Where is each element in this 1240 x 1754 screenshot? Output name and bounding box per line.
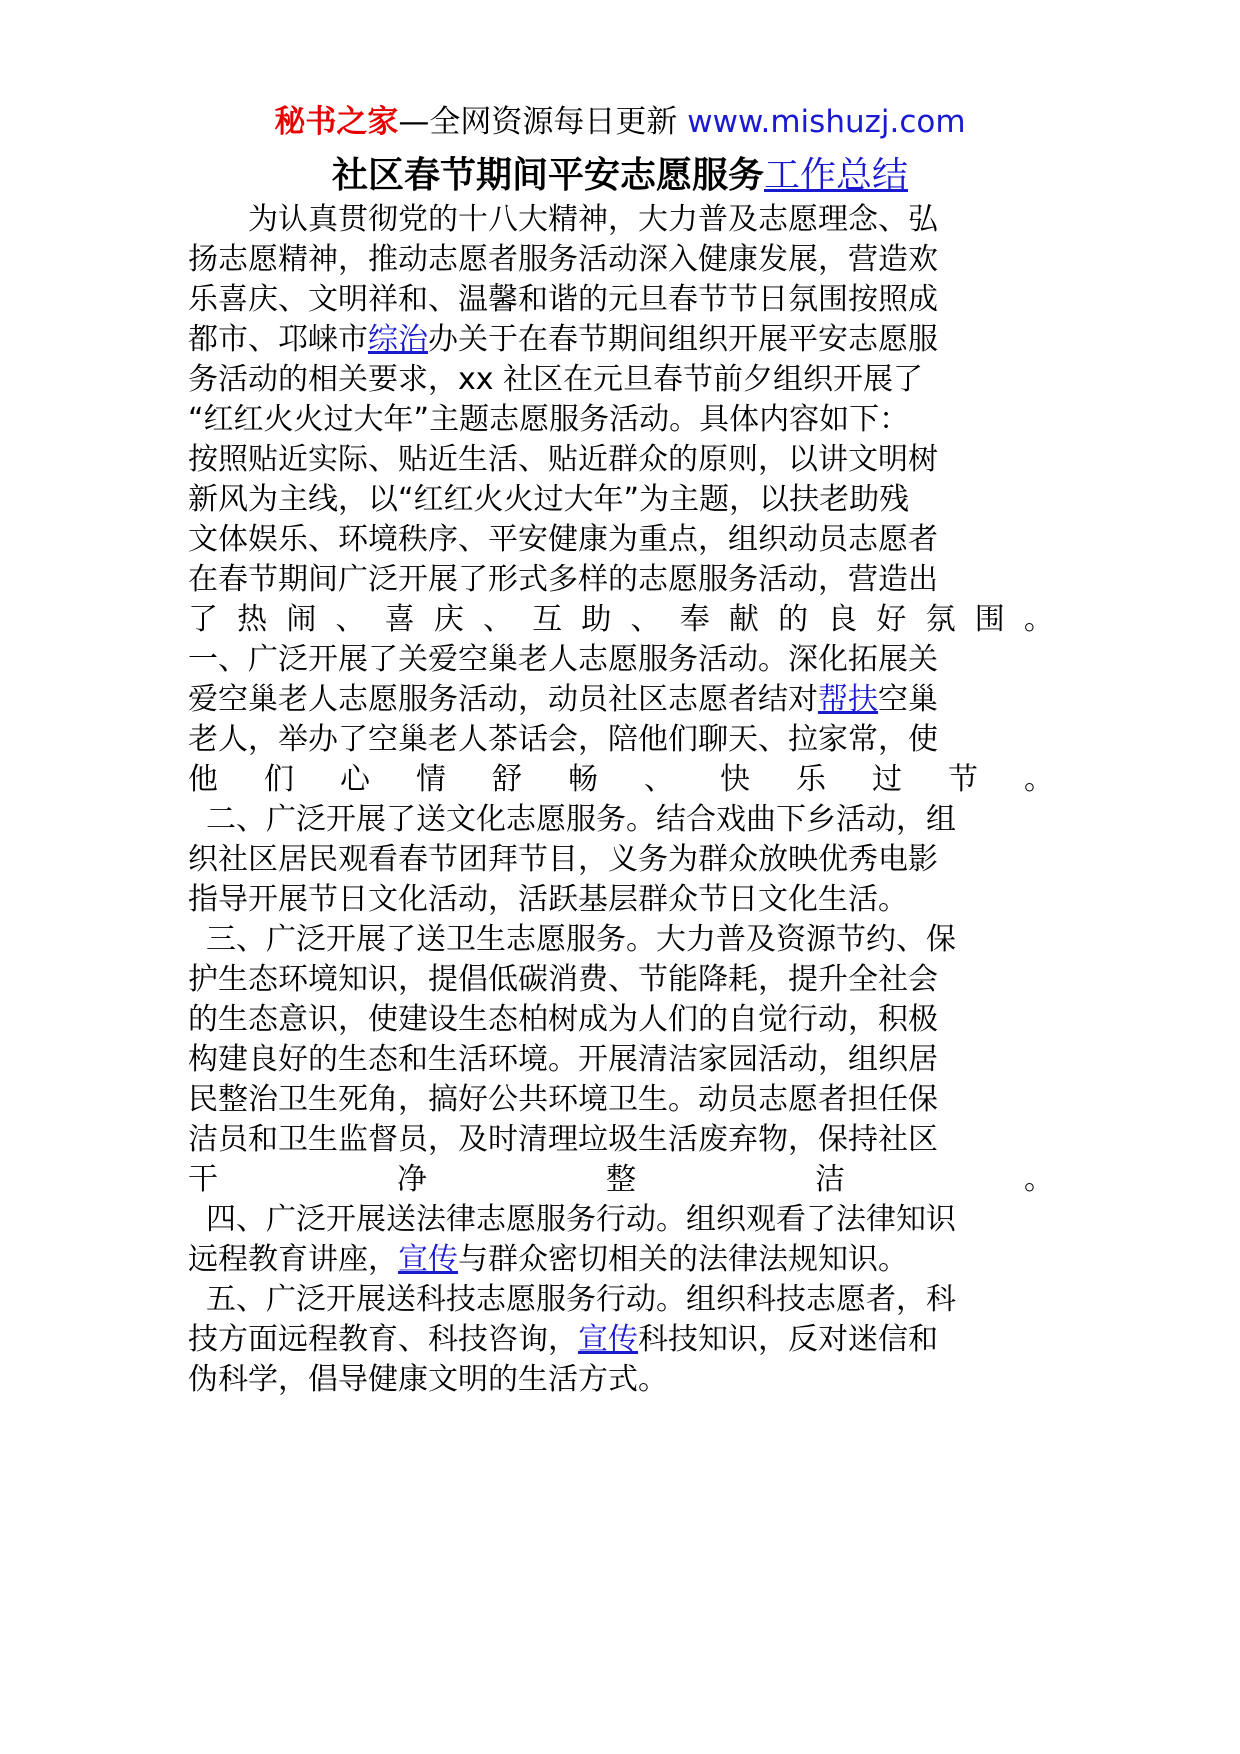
- link-xuanchuan[interactable]: 宣传: [398, 1242, 458, 1277]
- spread-char: 快: [720, 762, 750, 797]
- spread-char: 奉: [679, 602, 710, 637]
- paragraph-line: [188, 320, 1054, 360]
- spread-char: 氛: [925, 602, 956, 637]
- line-text: 与群众密切相关的法律法规知识。: [458, 1242, 908, 1277]
- spread-char: 们: [264, 762, 294, 797]
- paragraph-line: 老人，举办了空巢老人茶话会，陪他们聊天、拉家常，使: [188, 722, 938, 757]
- paragraph-line: 指导开展节日文化活动，活跃基层群众节日文化生活。: [188, 882, 908, 917]
- paragraph-line: 乐喜庆、文明祥和、温馨和谐的元旦春节节日氛围按照成: [188, 282, 938, 317]
- spread-char: 助: [581, 602, 612, 637]
- spread-char: 过: [872, 762, 902, 797]
- paragraph-line: 洁员和卫生监督员，及时清理垃圾生活废弃物，保持社区: [188, 1122, 938, 1157]
- section-heading-2: [188, 800, 1054, 840]
- spread-char: 热: [237, 602, 268, 637]
- spread-char: 献: [728, 602, 759, 637]
- spread-char: 闹: [286, 602, 317, 637]
- spread-char: 的: [778, 602, 809, 637]
- link-zongzhi[interactable]: 综治: [368, 322, 428, 357]
- paragraph-line: 按照贴近实际、贴近生活、贴近群众的原则，以讲文明树: [188, 442, 938, 477]
- justified-line: [188, 600, 1054, 640]
- spread-char: 舒: [492, 762, 522, 797]
- site-header: [0, 100, 1240, 144]
- line-text: 二、广泛开展了送文化志愿服务。结合戏曲下乡活动，组: [206, 802, 956, 837]
- spread-char: 喜: [384, 602, 415, 637]
- spread-char: 节: [948, 762, 978, 797]
- link-bangfu[interactable]: 帮扶: [818, 682, 878, 717]
- spread-char: 。: [1024, 762, 1054, 797]
- paragraph-line: 在春节期间广泛开展了形式多样的志愿服务活动，营造出: [188, 562, 938, 597]
- spread-char: 畅: [568, 762, 598, 797]
- document-title: [0, 150, 1240, 201]
- spread-char: 。: [1024, 1162, 1054, 1197]
- paragraph-line: 扬志愿精神，推动志愿者服务活动深入健康发展，营造欢: [188, 242, 938, 277]
- paragraph-line: 护生态环境知识，提倡低碳消费、节能降耗，提升全社会: [188, 962, 938, 997]
- spread-char: 互: [532, 602, 563, 637]
- brand-name: 秘书之家: [274, 104, 399, 140]
- spread-char: 、: [630, 602, 661, 637]
- justified-line: [188, 760, 1054, 800]
- paragraph-line: 文体娱乐、环境秩序、平安健康为重点，组织动员志愿者: [188, 522, 938, 557]
- title-link[interactable]: 工作总结: [764, 155, 909, 196]
- spread-char: 了: [188, 602, 218, 637]
- spread-char: 洁: [815, 1162, 845, 1197]
- spread-char: 。: [1023, 602, 1054, 637]
- title-main: 社区春节期间平安志愿服务: [331, 154, 764, 196]
- line-text: 空巢: [878, 682, 938, 717]
- paragraph-line: [188, 200, 1054, 240]
- spread-char: 庆: [433, 602, 464, 637]
- spread-char: 干: [188, 1162, 218, 1197]
- section-heading-1: 一、广泛开展了关爱空巢老人志愿服务活动。深化拓展关: [188, 642, 938, 677]
- spread-char: 情: [416, 762, 446, 797]
- line-text: 办关于在春节期间组织开展平安志愿服: [428, 322, 938, 357]
- paragraph-line: [188, 680, 1054, 720]
- spread-char: 良: [827, 602, 858, 637]
- line-text: 四、广泛开展送法律志愿服务行动。组织观看了法律知识: [206, 1202, 956, 1237]
- site-url[interactable]: www.mishuzj.com: [687, 104, 966, 140]
- paragraph-line: 伪科学，倡导健康文明的生活方式。: [188, 1362, 668, 1397]
- spread-char: 乐: [796, 762, 826, 797]
- spread-char: 围: [974, 602, 1005, 637]
- justified-line: [188, 1160, 1054, 1200]
- paragraph-line: 织社区居民观看春节团拜节目，义务为群众放映优秀电影: [188, 842, 938, 877]
- line-text: 三、广泛开展了送卫生志愿服务。大力普及资源节约、保: [206, 922, 956, 957]
- paragraph-line: [188, 1320, 1054, 1360]
- spread-char: 、: [644, 762, 674, 797]
- spread-char: 好: [876, 602, 907, 637]
- spread-char: 、: [483, 602, 514, 637]
- paragraph-line: 民整治卫生死角，搞好公共环境卫生。动员志愿者担任保: [188, 1082, 938, 1117]
- paragraph-line: 务活动的相关要求，xx 社区在元旦春节前夕组织开展了: [188, 362, 924, 397]
- paragraph-line: [188, 1240, 1054, 1280]
- line-text: 五、广泛开展送科技志愿服务行动。组织科技志愿者，科: [206, 1282, 956, 1317]
- spread-char: 净: [397, 1162, 427, 1197]
- section-heading-5: [188, 1280, 1054, 1320]
- section-heading-4: [188, 1200, 1054, 1240]
- paragraph-line: 构建良好的生态和生活环境。开展清洁家园活动，组织居: [188, 1042, 938, 1077]
- line-text: 技方面远程教育、科技咨询，: [188, 1322, 578, 1357]
- spread-char: 整: [606, 1162, 636, 1197]
- line-text: 为认真贯彻党的十八大精神，大力普及志愿理念、弘: [248, 202, 938, 237]
- line-text: 远程教育讲座，: [188, 1242, 398, 1277]
- spread-char: 他: [188, 762, 218, 797]
- paragraph-line: 的生态意识，使建设生态柏树成为人们的自觉行动，积极: [188, 1002, 938, 1037]
- line-text: 科技知识，反对迷信和: [638, 1322, 938, 1357]
- section-heading-3: [188, 920, 1054, 960]
- paragraph-line: “红红火火过大年”主题志愿服务活动。具体内容如下：: [188, 402, 910, 437]
- line-text: 爱空巢老人志愿服务活动，动员社区志愿者结对: [188, 682, 818, 717]
- spread-char: 心: [340, 762, 370, 797]
- link-xuanchuan-2[interactable]: 宣传: [578, 1322, 638, 1357]
- line-text: 都市、邛崃市: [188, 322, 368, 357]
- spread-char: 、: [335, 602, 366, 637]
- paragraph-line: 新风为主线，以“红红火火过大年”为主题，以扶老助残: [188, 482, 910, 517]
- header-tagline: —全网资源每日更新: [398, 104, 678, 140]
